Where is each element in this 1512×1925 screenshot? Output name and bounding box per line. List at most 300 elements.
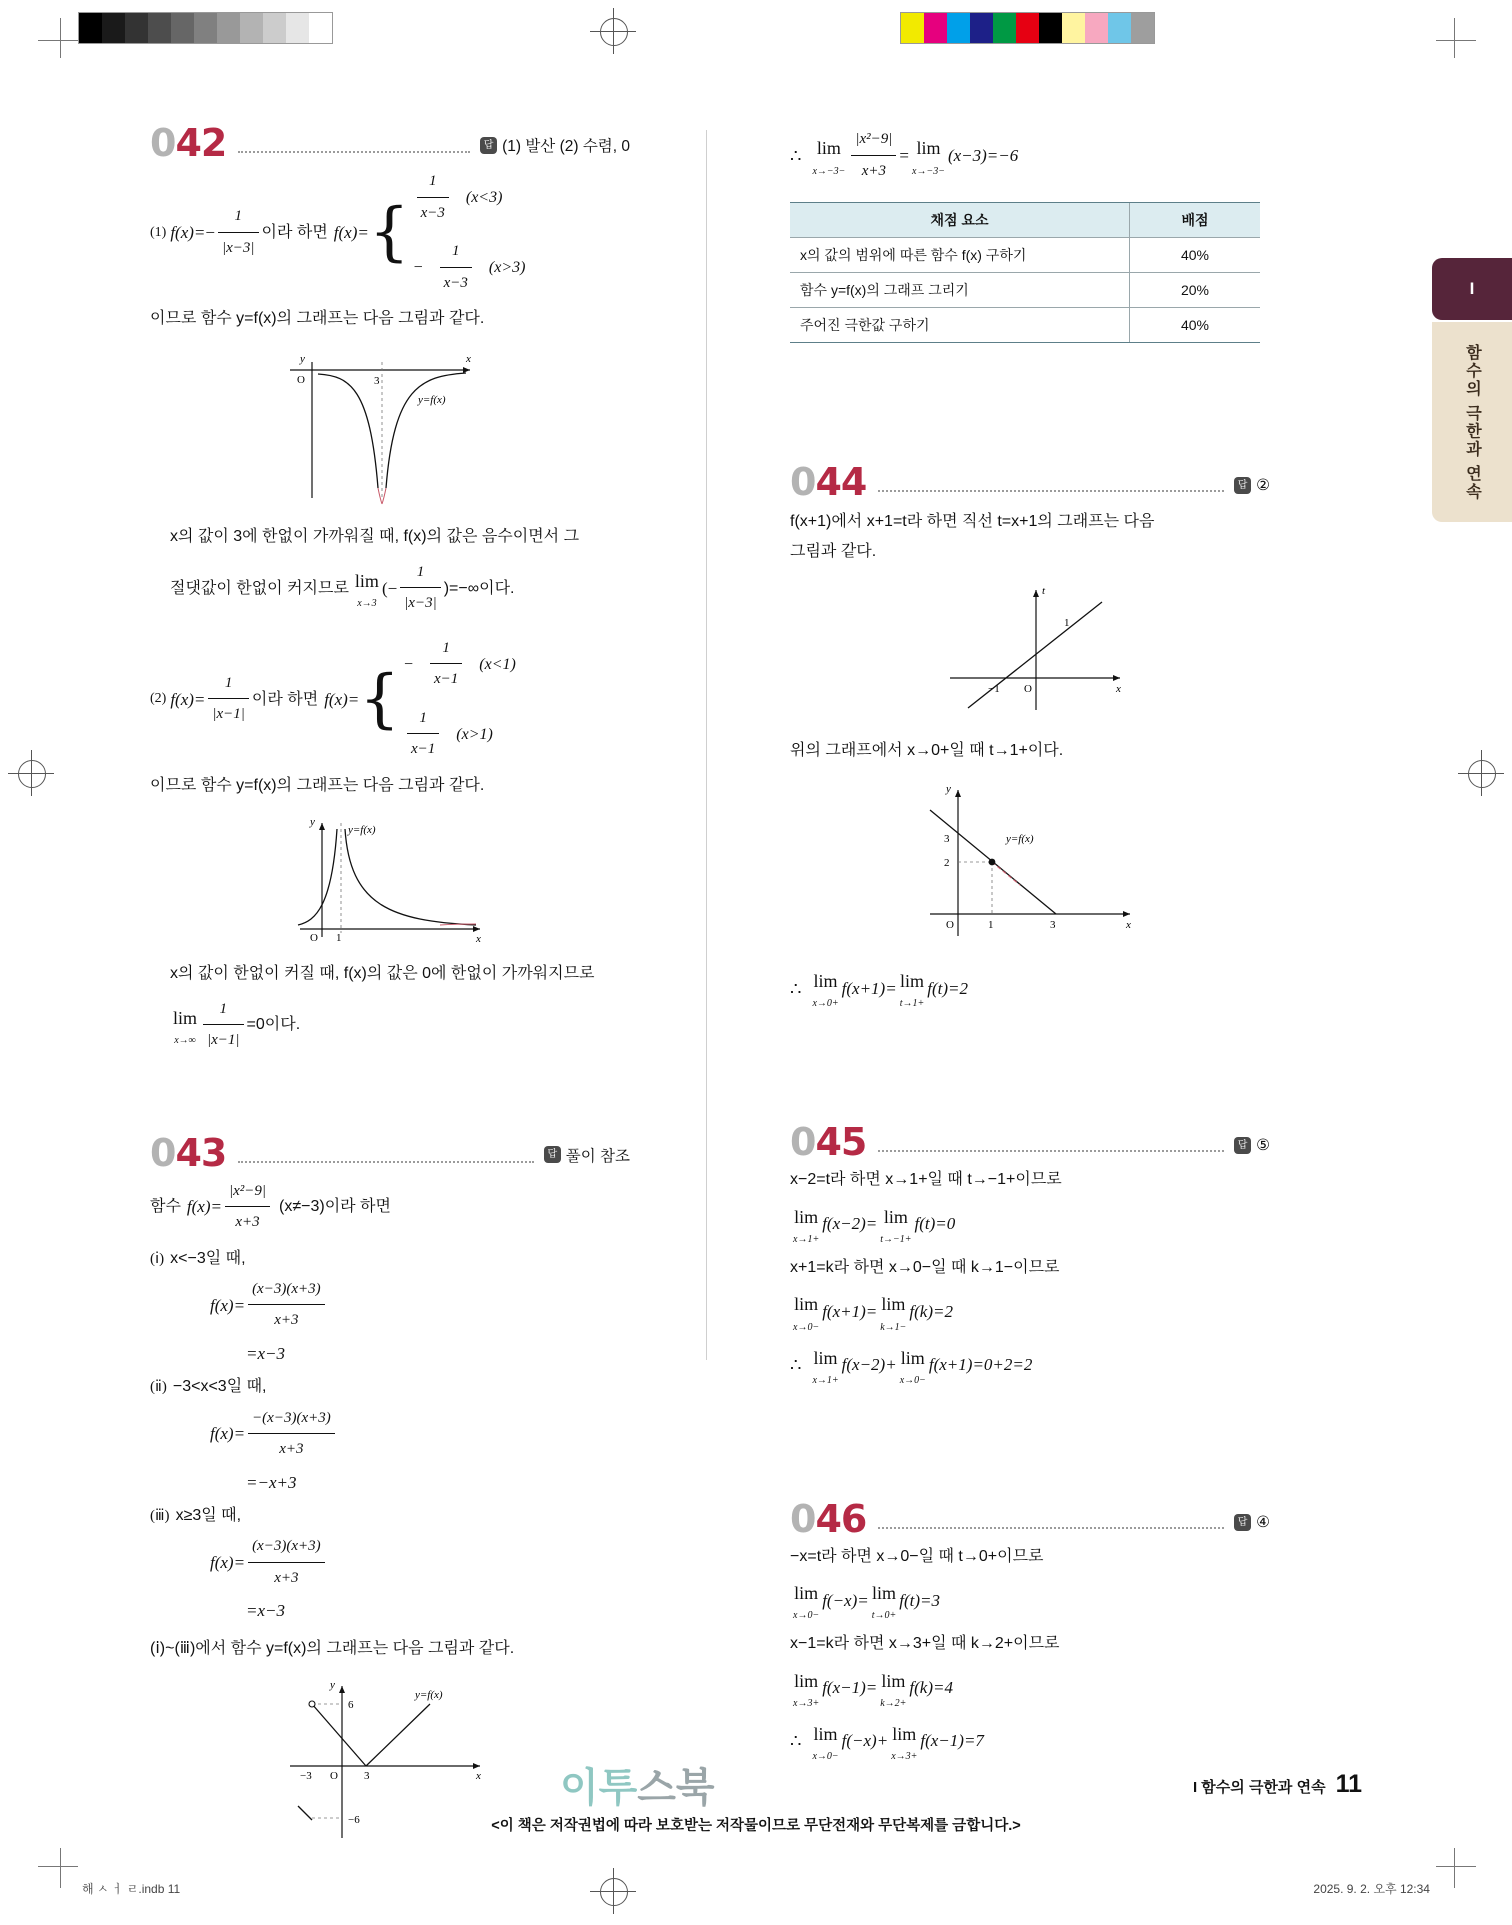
p046-l2-lim1: lim x→0− [793, 1576, 819, 1625]
p043-conclusion: (ⅰ)~(ⅲ)에서 함수 y=f(x)의 그래프는 다음 그림과 같다. [150, 1639, 515, 1657]
table-row [790, 308, 1260, 343]
p043-case2-fraction [248, 1404, 335, 1464]
export-timestamp: 2025. 9. 2. 오후 12:34 [1313, 1882, 1430, 1896]
case1-prefix: (1) [150, 224, 167, 240]
color-swatch-6 [1039, 13, 1062, 43]
problem-042-graph-note-1: 이므로 함수 y=f(x)의 그래프는 다음 그림과 같다. [150, 310, 485, 327]
p045-l4-lim2-sub: k→1− [880, 1321, 907, 1333]
explain-1b-suffix: )=−∞이다. [443, 579, 515, 597]
scoring-criterion-2: 함수 y=f(x)의 그래프 그리기 [790, 273, 1130, 308]
scoring-table-header-criterion: 채점 요소 [790, 203, 1130, 238]
scoring-table [790, 202, 1260, 343]
color-swatch-4 [993, 13, 1016, 43]
gray-swatch-1 [102, 13, 125, 43]
svg-text:−6: −6 [348, 1814, 360, 1827]
case2-sys1-den: x−1 [434, 671, 459, 688]
p045-l2-lim2: lim t→−1+ [880, 1200, 911, 1249]
case2-sys2-cond: (x>1) [456, 725, 493, 743]
p045-l5-expr2: f(x+1)=0+2=2 [928, 1354, 1033, 1374]
case2-sys2-num: 1 [407, 704, 439, 735]
problem-042-number [150, 121, 227, 165]
p046-l4-lim2: lim k→2+ [880, 1664, 906, 1713]
problem-042-case1-line [150, 168, 630, 298]
case1-sys-row-2 [414, 238, 526, 298]
footer-chapter-label: I 함수의 극한과 연속 [1192, 1779, 1326, 1796]
p046-l5-expr2: f(x−1)=7 [920, 1731, 984, 1751]
p045-l2-lim1-sub: x→1+ [793, 1233, 820, 1245]
svg-text:O: O [310, 932, 318, 945]
color-swatch-10 [1131, 13, 1154, 43]
explain-2b-suffix: =0이다. [246, 1016, 301, 1034]
p043-case3-den: x+3 [274, 1569, 299, 1586]
p045-l2-lim2-sub: t→−1+ [880, 1233, 912, 1245]
p045-line-4 [790, 1287, 1270, 1336]
p043-limit-fraction [851, 125, 896, 185]
p043-lim-2: lim x→−3− [912, 131, 945, 180]
answer-badge-icon: 답 [1234, 477, 1251, 494]
svg-text:x: x [1126, 919, 1131, 932]
p045-l5-lim2: lim x→0− [900, 1341, 926, 1390]
table-row [790, 238, 1260, 273]
left-column [150, 120, 630, 1862]
p046-line-4 [790, 1664, 1270, 1713]
svg-text:y=f(x): y=f(x) [415, 1689, 443, 1702]
svg-text:O: O [330, 1770, 338, 1783]
explain-2b-fraction [203, 995, 244, 1055]
p043-limit-expr: (x−3)=−6 [947, 145, 1019, 165]
problem-046-answer [1234, 1513, 1270, 1538]
case2-fraction [208, 669, 249, 729]
p046-l4-lim1: lim x→3+ [793, 1664, 819, 1713]
p045-l5-lim2-sub: x→0− [899, 1374, 926, 1386]
p043-limit-frac-num: |x²−9| [851, 125, 896, 156]
p043-lim2-sub: x→−3− [912, 165, 945, 177]
gray-swatch-6 [217, 13, 240, 43]
case1-frac-num: 1 [218, 202, 259, 233]
problem-042-case2-line [150, 635, 630, 765]
svg-text:6: 6 [348, 1699, 354, 1712]
problem-043-number [150, 1130, 227, 1175]
svg-text:−1: −1 [988, 682, 1000, 695]
p043-intro-frac-den: x+3 [235, 1214, 260, 1231]
scoring-table-header-points: 배점 [1130, 203, 1261, 238]
p043-case3-condtext: x≥3일 때, [175, 1506, 242, 1524]
case1-sys-frac-2 [440, 237, 472, 297]
explain-1b-lim-sub: x→3 [357, 598, 377, 610]
chapter-tab-label [1432, 322, 1512, 522]
problem-044 [790, 460, 1270, 1013]
copyright-notice: <이 책은 저작권법에 따라 보호받는 저작물이므로 무단전재와 무단복제를 금합니다.> [491, 1818, 1021, 1834]
svg-text:−3: −3 [300, 1770, 312, 1783]
gray-swatch-3 [148, 13, 171, 43]
chapter-tab-number: I [1432, 258, 1512, 320]
problem-046-number-zero: 0 [790, 1496, 816, 1541]
p043-limit-frac-den: x+3 [861, 162, 887, 179]
case2-fx: f(x)= [170, 689, 206, 709]
grayscale-calibration-bar [78, 12, 333, 44]
publisher-logo [560, 1756, 715, 1813]
p043-case2-res: =−x+3 [246, 1472, 297, 1492]
case2-system [359, 635, 516, 765]
color-swatch-8 [1085, 13, 1108, 43]
problem-042-answer [480, 134, 630, 162]
case1-sys2-num: 1 [440, 237, 472, 268]
p044-expr1: f(x+1)= [841, 978, 897, 998]
case2-sys1-sign: − [403, 655, 414, 673]
problem-045-header [790, 1120, 1270, 1165]
p046-l2-lim2: lim t→0+ [872, 1576, 897, 1625]
explain-1b-prefix: 절댓값이 한없이 커지므로 [170, 579, 349, 597]
problem-045-leader-dots [878, 1149, 1224, 1152]
scoring-points-1: 40% [1130, 238, 1261, 273]
left-brace-icon-2: { [359, 662, 400, 737]
p046-l4-lim2-sub: k→2+ [880, 1697, 907, 1709]
problem-042-explain-1a: x의 값이 3에 한없이 가까워질 때, f(x)의 값은 음수이면서 그 [170, 528, 580, 546]
p043-case-3-result [186, 1595, 630, 1627]
problem-045-number [790, 1120, 867, 1165]
p043-case-1-result [186, 1338, 630, 1370]
scoring-criterion-1: x의 값의 범위에 따른 함수 f(x) 구하기 [790, 238, 1130, 273]
p043-intro-fraction [225, 1177, 270, 1237]
p045-line-2 [790, 1200, 1270, 1249]
case1-sys-frac-1 [417, 167, 449, 227]
chapter-tab-label-text: 함수의 극한과 연속 [1463, 343, 1481, 501]
p043-case2-fx: f(x)= [210, 1424, 246, 1444]
p046-l5-lim1-sub: x→0− [812, 1751, 839, 1763]
p046-l2-expr1: f(−x)= [822, 1590, 869, 1610]
problem-045-answer [1234, 1136, 1270, 1161]
case2-prefix: (2) [150, 691, 167, 707]
p046-line-3: x−1=k라 하면 x→3+일 때 k→2+이므로 [790, 1635, 1060, 1653]
p046-l2-expr2: f(t)=3 [899, 1590, 941, 1610]
svg-text:3: 3 [374, 375, 380, 388]
color-swatch-0 [901, 13, 924, 43]
case1-tail: 이라 하면 [261, 223, 328, 241]
crop-mark-top-left [38, 18, 78, 58]
case2-sys-frac-1 [430, 634, 462, 694]
p046-l2-lim2-sub: t→0+ [871, 1610, 897, 1622]
p043-case1-res: =x−3 [246, 1343, 285, 1363]
case2-sys2-den: x−1 [410, 741, 436, 758]
case1-fx2: f(x)= [333, 222, 369, 242]
p045-l4-lim2: lim k→1− [880, 1287, 906, 1336]
case1-fraction [218, 202, 259, 262]
svg-text:y: y [330, 1679, 335, 1692]
p043-intro-frac-num: |x²−9| [225, 1177, 270, 1208]
left-brace-icon: { [368, 195, 410, 270]
problem-046-number-rest: 46 [815, 1496, 867, 1541]
p043-intro-prefix: 함수 [150, 1198, 181, 1216]
p043-case3-num: (x−3)(x+3) [248, 1532, 325, 1563]
color-swatch-5 [1016, 13, 1039, 43]
svg-text:3: 3 [364, 1770, 370, 1783]
case1-sys2-den: x−3 [443, 274, 468, 291]
p045-line-5 [790, 1341, 1270, 1390]
registration-mark-right [1458, 750, 1504, 796]
problem-046-answer-text: ④ [1256, 1513, 1270, 1531]
p044-lim2-sub: t→1+ [899, 998, 925, 1010]
p043-intro-cond: (x≠−3)이라 하면 [279, 1198, 391, 1216]
problem-042-answer-text: (1) 발산 (2) 수렴, 0 [502, 138, 630, 155]
case2-fx2: f(x)= [324, 689, 360, 709]
page-number: 11 [1335, 1770, 1362, 1798]
explain-1b-fraction [400, 558, 441, 618]
answer-badge-icon: 답 [480, 137, 497, 154]
problem-043-answer [544, 1144, 630, 1172]
case1-sys2-sign: − [413, 258, 423, 276]
p046-l5-expr1: f(−x)+ [841, 1731, 889, 1751]
gray-swatch-5 [194, 13, 217, 43]
p043-case-1-cond [150, 1244, 630, 1274]
color-swatch-9 [1108, 13, 1131, 43]
p043-limit-line [790, 126, 1270, 186]
scoring-points-2: 20% [1130, 273, 1261, 308]
explain-1b-frac-num: 1 [400, 558, 441, 589]
p046-line-5 [790, 1717, 1270, 1766]
crop-mark-bottom-right [1436, 1848, 1476, 1888]
page-footer [1193, 1770, 1362, 1799]
color-swatch-1 [924, 13, 947, 43]
problem-042-graph-2 [280, 815, 540, 945]
problem-042-graph-note-2: 이므로 함수 y=f(x)의 그래프는 다음 그림과 같다. [150, 776, 485, 794]
p045-l5-expr1: f(x−2)+ [841, 1354, 897, 1374]
problem-046-number [790, 1496, 867, 1541]
p043-case1-fraction [248, 1275, 325, 1335]
p043-case1-den: x+3 [274, 1312, 299, 1329]
p043-case-2-result [186, 1467, 630, 1499]
problem-045-answer-text: ⑤ [1256, 1137, 1270, 1155]
case1-sys1-cond: (x<3) [465, 188, 503, 206]
p044-mid-text: 위의 그래프에서 x→0+일 때 t→1+이다. [790, 741, 1064, 759]
case1-minus: − [205, 222, 215, 242]
case2-sys-row-2 [404, 705, 516, 765]
problem-043-number-zero: 0 [150, 1130, 176, 1175]
color-swatch-7 [1062, 13, 1085, 43]
p043-case1-num: (x−3)(x+3) [248, 1275, 325, 1306]
p045-line-1: x−2=t라 하면 x→1+일 때 t→−1+이므로 [790, 1171, 1062, 1189]
case1-system [369, 168, 526, 298]
problem-044-number-rest: 44 [815, 460, 867, 504]
problem-044-number-zero: 0 [790, 460, 816, 504]
p044-lim1-sub: x→0+ [812, 998, 839, 1010]
case1-sys1-den: x−3 [420, 204, 445, 221]
case2-frac-num: 1 [208, 669, 249, 700]
problem-044-answer [1234, 476, 1270, 501]
svg-text:O: O [946, 919, 954, 932]
svg-text:3: 3 [944, 833, 950, 846]
p043-lim1-sub: x→−3− [812, 165, 846, 177]
explain-2b-lim-sub: x→∞ [174, 1035, 196, 1047]
p046-l5-lim2-sub: x→3+ [891, 1751, 918, 1763]
crop-mark-bottom-left [38, 1848, 78, 1888]
problem-044-header [790, 460, 1270, 504]
problem-046 [790, 1496, 1270, 1766]
svg-text:y: y [946, 783, 951, 796]
p043-case-2-cond [150, 1372, 630, 1402]
svg-text:x: x [466, 353, 471, 366]
p043-case3-fx: f(x)= [210, 1553, 246, 1573]
problem-043 [150, 1130, 630, 1848]
problem-042-graph-1 [270, 348, 530, 508]
p044-line2: 그림과 같다. [790, 543, 877, 561]
p043-limit-equals: = [899, 145, 910, 165]
svg-text:2: 2 [944, 857, 950, 870]
explain-2b-frac-den: |x−1| [207, 1032, 240, 1049]
problem-042-number-zero: 0 [150, 121, 176, 165]
answer-badge-icon: 답 [544, 1146, 561, 1163]
case2-sys1-cond: (x<1) [479, 655, 516, 673]
problem-045-number-zero: 0 [790, 1120, 816, 1165]
registration-mark-left [8, 750, 54, 796]
p043-case1-condtext: x<−3일 때, [170, 1249, 246, 1267]
case2-sys1-num: 1 [430, 634, 462, 665]
scoring-table-header-row [790, 203, 1260, 238]
color-swatch-3 [970, 13, 993, 43]
answer-badge-icon: 답 [1234, 1514, 1251, 1531]
registration-mark-bottom [590, 1868, 636, 1914]
problem-045 [790, 1120, 1270, 1389]
svg-text:1: 1 [988, 919, 994, 932]
problem-046-leader-dots [878, 1526, 1224, 1529]
problem-042-explain-1b [150, 559, 630, 619]
problem-043-header [150, 1130, 630, 1175]
case1-sys-row-1 [414, 168, 526, 228]
p044-lim-2: lim t→1+ [900, 964, 925, 1013]
scoring-criterion-3: 주어진 극한값 구하기 [790, 308, 1130, 343]
indd-filename-label: 해 ㅅ ㅓ ㄹ.indb 11 [82, 1882, 181, 1896]
registration-mark-top [590, 8, 636, 54]
problem-044-answer-text: ② [1256, 477, 1270, 494]
problem-046-header [790, 1496, 1270, 1541]
scoring-points-3: 40% [1130, 308, 1261, 343]
svg-text:y=f(x): y=f(x) [418, 394, 446, 407]
gray-swatch-0 [79, 13, 102, 43]
p045-l4-expr1: f(x+1)= [822, 1301, 878, 1321]
p045-line-3: x+1=k라 하면 x→0−일 때 k→1−이므로 [790, 1258, 1060, 1276]
p045-l2-lim1: lim x→1+ [793, 1200, 819, 1249]
p045-l5-lim1: lim x→1+ [812, 1341, 838, 1390]
p043-case2-den: x+3 [279, 1441, 304, 1458]
svg-text:1: 1 [1064, 616, 1070, 629]
problem-042 [150, 121, 630, 1056]
svg-text:1: 1 [336, 932, 342, 945]
p045-l4-lim1-sub: x→0− [793, 1321, 820, 1333]
p046-line-1: −x=t라 하면 x→0−일 때 t→0+이므로 [790, 1547, 1044, 1565]
p045-l2-expr1: f(x−2)= [822, 1214, 878, 1234]
gray-swatch-4 [171, 13, 194, 43]
p043-case2-label: (ⅱ) [150, 1379, 167, 1396]
problem-043-intro [150, 1178, 630, 1238]
gray-swatch-2 [125, 13, 148, 43]
logo-part-1: 이투 [560, 1766, 638, 1810]
p043-case-2-expr [150, 1405, 630, 1465]
p046-l2-lim1-sub: x→0− [793, 1610, 820, 1622]
p044-lim-1: lim x→0+ [812, 964, 838, 1013]
case1-sys1-num: 1 [417, 167, 449, 198]
svg-text:x: x [476, 933, 481, 946]
case1-frac-den: |x−3| [221, 239, 255, 256]
p046-l4-expr1: f(x−1)= [822, 1678, 878, 1698]
p043-intro-fx: f(x)= [186, 1197, 222, 1217]
p046-l5-lim2: lim x→3+ [891, 1717, 917, 1766]
problem-042-explain-2a: x의 값이 한없이 커질 때, f(x)의 값은 0에 한없이 가까워지므로 [170, 965, 595, 983]
svg-text:y: y [300, 353, 305, 366]
p043-case2-condtext: −3<x<3일 때, [172, 1378, 267, 1396]
svg-text:y=f(x): y=f(x) [348, 824, 376, 837]
problem-044-leader-dots [878, 489, 1224, 492]
explain-1b-body: (− [381, 578, 398, 598]
p046-l5-lim1: lim x→0− [812, 1717, 838, 1766]
svg-text:x: x [476, 1770, 481, 1783]
p043-case1-label: (ⅰ) [150, 1250, 165, 1267]
problem-042-header [150, 121, 630, 165]
gray-swatch-10 [309, 13, 332, 43]
color-calibration-bar [900, 12, 1155, 44]
explain-2b-frac-num: 1 [203, 995, 244, 1026]
therefore-symbol: ∴ [790, 145, 802, 166]
problem-044-number [790, 460, 867, 504]
p043-case-1-expr [150, 1276, 630, 1336]
problem-042-number-rest: 42 [175, 121, 227, 165]
p044-line1: f(x+1)에서 x+1=t라 하면 직선 t=x+1의 그래프는 다음 [790, 513, 1155, 530]
p044-result [790, 964, 1270, 1013]
logo-part-2: 스북 [637, 1766, 715, 1810]
therefore-symbol: ∴ [790, 1731, 802, 1752]
p046-line-2 [790, 1576, 1270, 1625]
explain-2b-lim: lim x→∞ [173, 1001, 197, 1050]
svg-text:y=f(x): y=f(x) [1006, 833, 1034, 846]
problem-043-answer-text: 풀이 참조 [565, 1147, 630, 1165]
p044-expr2: f(t)=2 [927, 978, 968, 998]
p045-l4-expr2: f(k)=2 [909, 1301, 953, 1321]
problem-044-graph-2 [910, 780, 1190, 950]
svg-text:3: 3 [1050, 919, 1056, 932]
svg-text:x: x [1116, 682, 1121, 695]
p046-l4-expr2: f(k)=4 [909, 1678, 953, 1698]
p043-case2-num: −(x−3)(x+3) [248, 1404, 335, 1435]
case1-fx: f(x)= [170, 222, 206, 242]
problem-042-explain-2b [150, 996, 630, 1056]
p043-case3-fraction [248, 1532, 325, 1592]
right-column [790, 120, 1270, 1770]
svg-text:y: y [310, 816, 315, 829]
therefore-symbol: ∴ [790, 1355, 802, 1376]
p045-l2-expr2: f(t)=0 [914, 1214, 956, 1234]
gray-swatch-8 [263, 13, 286, 43]
case2-sys-frac-2 [407, 704, 439, 764]
column-divider [706, 130, 707, 1360]
svg-text:O: O [297, 374, 305, 387]
p043-lim-1: lim x→−3− [812, 131, 845, 180]
p043-case1-fx: f(x)= [210, 1295, 246, 1315]
therefore-symbol: ∴ [790, 978, 802, 999]
gray-swatch-7 [240, 13, 263, 43]
p043-case-3-cond [150, 1501, 630, 1531]
color-swatch-2 [947, 13, 970, 43]
p043-case3-res: =x−3 [246, 1601, 285, 1621]
problem-044-graph-1 [930, 582, 1190, 722]
svg-text:O: O [1024, 682, 1032, 695]
problem-043-number-rest: 43 [175, 1130, 227, 1175]
explain-1b-frac-den: |x−3| [404, 595, 437, 612]
case2-tail: 이라 하면 [251, 690, 319, 708]
table-row [790, 273, 1260, 308]
p043-case-3-expr [150, 1533, 630, 1593]
p043-case3-label: (ⅲ) [150, 1507, 170, 1524]
answer-badge-icon: 답 [1234, 1137, 1251, 1154]
problem-043-leader-dots [238, 1160, 533, 1163]
gray-swatch-9 [286, 13, 309, 43]
